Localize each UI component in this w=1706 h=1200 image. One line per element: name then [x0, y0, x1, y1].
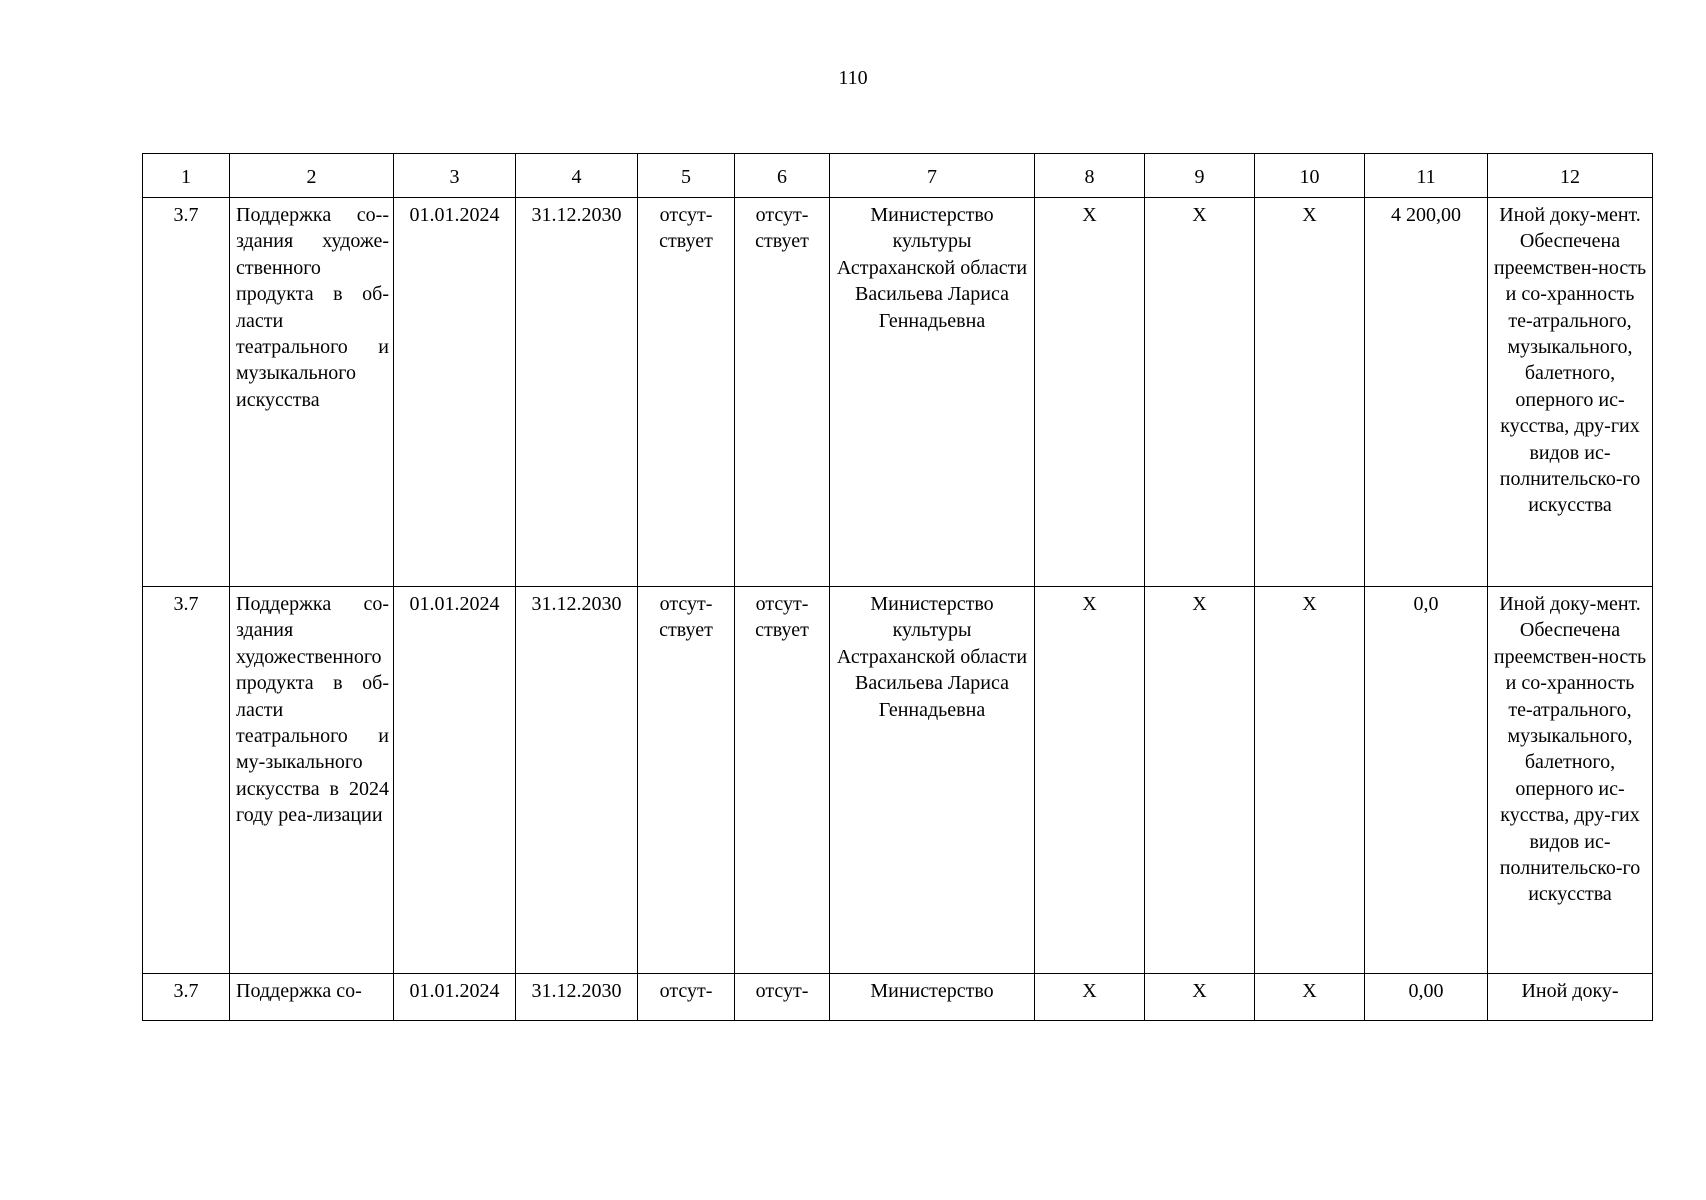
- result-description: Иной доку-мент. Обеспечена преемствен-ность и со-хранность те-атрального, музыкального, балетного, оперного ис-кусства, дру-гих видов ис-полнительско-го искусства: [1488, 198, 1653, 587]
- row-number: 3.7: [143, 974, 230, 1021]
- header-cell-11: 11: [1365, 154, 1488, 198]
- page-number: 110: [838, 67, 868, 89]
- plan-table: [142, 153, 1653, 1021]
- header-cell-2: 2: [230, 154, 394, 198]
- col10-value: X: [1255, 198, 1365, 587]
- col6-value: отсут-: [735, 974, 830, 1021]
- start-date: 01.01.2024: [394, 198, 516, 587]
- start-date: 01.01.2024: [394, 974, 516, 1021]
- header-cell-4: 4: [516, 154, 638, 198]
- col5-value: отсут-ствует: [638, 587, 735, 974]
- col8-value: X: [1035, 974, 1145, 1021]
- amount: 4 200,00: [1365, 198, 1488, 587]
- header-cell-5: 5: [638, 154, 735, 198]
- responsible: Министерство: [830, 974, 1035, 1021]
- header-cell-10: 10: [1255, 154, 1365, 198]
- header-cell-3: 3: [394, 154, 516, 198]
- col10-value: X: [1255, 587, 1365, 974]
- col10-value: X: [1255, 974, 1365, 1021]
- col9-value: X: [1145, 587, 1255, 974]
- col6-value: отсут-ствует: [735, 198, 830, 587]
- header-cell-9: 9: [1145, 154, 1255, 198]
- col9-value: X: [1145, 974, 1255, 1021]
- header-cell-8: 8: [1035, 154, 1145, 198]
- measure-name: Поддержка со-здания художественного продукта в об-ласти театрального и му-зыкального искусства в 2024 году реа-лизации: [230, 587, 394, 974]
- col8-value: X: [1035, 587, 1145, 974]
- result-description: Иной доку-: [1488, 974, 1653, 1021]
- end-date: 31.12.2030: [516, 974, 638, 1021]
- col5-value: отсут-ствует: [638, 198, 735, 587]
- start-date: 01.01.2024: [394, 587, 516, 974]
- table-row: [143, 198, 1653, 587]
- row-number: 3.7: [143, 198, 230, 587]
- row-number: 3.7: [143, 587, 230, 974]
- header-cell-12: 12: [1488, 154, 1653, 198]
- amount: 0,00: [1365, 974, 1488, 1021]
- col8-value: X: [1035, 198, 1145, 587]
- col9-value: X: [1145, 198, 1255, 587]
- measure-name: Поддержка со-здания художественного продукта в области театрального и музыкального искусства: [230, 198, 394, 587]
- responsible: Министерство культуры Астраханской области Васильева Лариса Геннадьевна: [830, 198, 1035, 587]
- header-cell-7: 7: [830, 154, 1035, 198]
- header-cell-1: 1: [143, 154, 230, 198]
- col6-value: отсут-ствует: [735, 587, 830, 974]
- table-row: [143, 974, 1653, 1021]
- header-row: [143, 154, 1653, 198]
- table-row: [143, 587, 1653, 974]
- amount: 0,0: [1365, 587, 1488, 974]
- end-date: 31.12.2030: [516, 587, 638, 974]
- result-description: Иной доку-мент. Обеспечена преемствен-ность и со-хранность те-атрального, музыкального, балетного, оперного ис-кусства, дру-гих видов ис-полнительско-го искусства: [1488, 587, 1653, 974]
- end-date: 31.12.2030: [516, 198, 638, 587]
- col5-value: отсут-: [638, 974, 735, 1021]
- responsible: Министерство культуры Астраханской области Васильева Лариса Геннадьевна: [830, 587, 1035, 974]
- measure-name: Поддержка со-: [230, 974, 394, 1021]
- header-cell-6: 6: [735, 154, 830, 198]
